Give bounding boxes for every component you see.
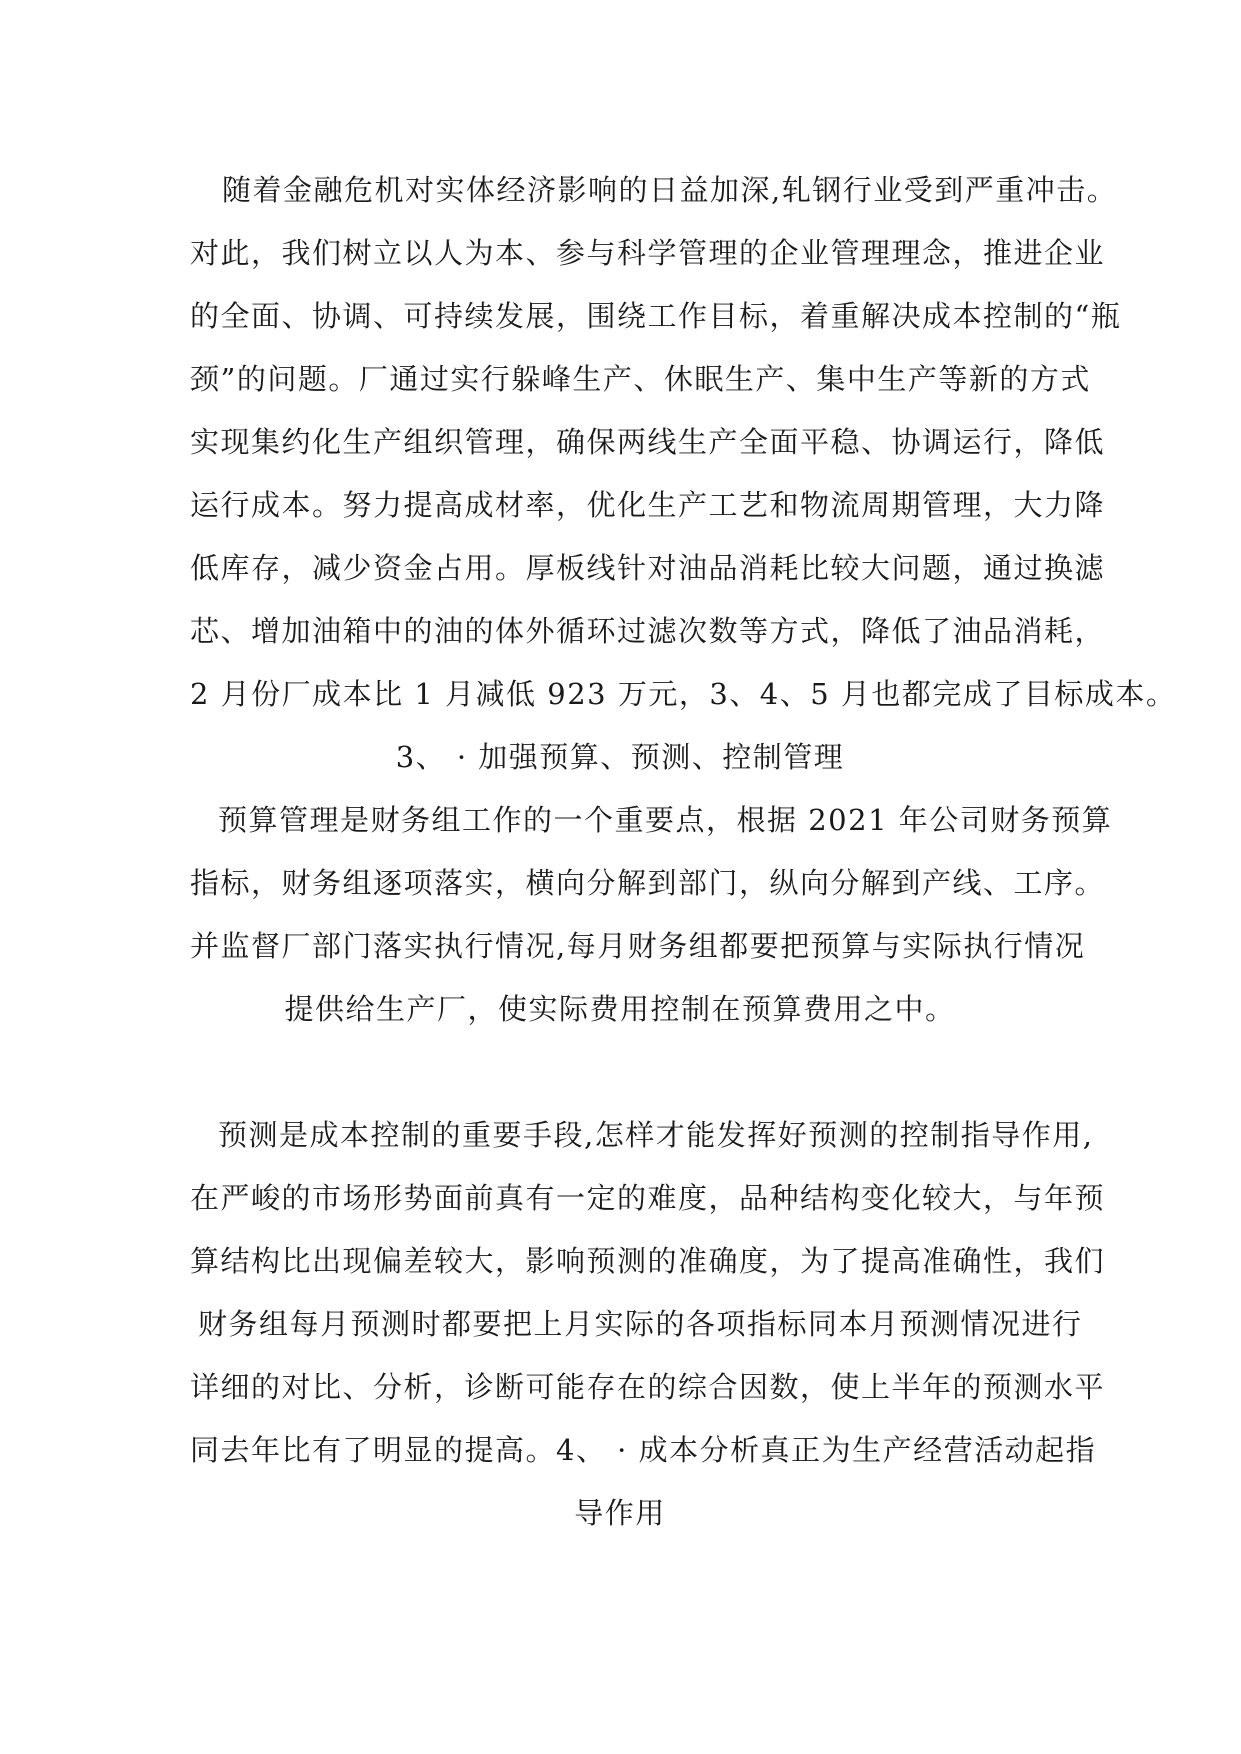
p2-line-2: 指标，财务组逐项落实，横向分解到部门，纵向分解到产线、工序。 — [190, 866, 1106, 900]
p2-line-1: 预算管理是财务组工作的一个重要点，根据 2021 年公司财务预算 — [218, 803, 1113, 837]
p1-line-1: 随着金融危机对实体经济影响的日益加深,轧钢行业受到严重冲击。 — [222, 173, 1118, 207]
section-heading-3: 3、 · 加强预算、预测、控制管理 — [395, 740, 845, 774]
p3-line-6: 同去年比有了明显的提高。4、 · 成本分析真正为生产经营活动起指 — [190, 1433, 1097, 1467]
p1-line-3: 的全面、协调、可持续发展，围绕工作目标，着重解决成本控制的“瓶 — [190, 299, 1122, 333]
p1-line-2: 对此，我们树立以人为本、参与科学管理的企业管理理念，推进企业 — [190, 236, 1106, 270]
p2-line-3: 并监督厂部门落实执行情况,每月财务组都要把预算与实际执行情况 — [190, 929, 1086, 963]
p3-line-1: 预测是成本控制的重要手段,怎样才能发挥好预测的控制指导作用, — [218, 1118, 1094, 1152]
p1-line-5: 实现集约化生产组织管理，确保两线生产全面平稳、协调运行，降低 — [190, 425, 1106, 459]
p3-line-5: 详细的对比、分析，诊断可能存在的综合因数，使上半年的预测水平 — [190, 1370, 1106, 1404]
p3-line-2: 在严峻的市场形势面前真有一定的难度，品种结构变化较大，与年预 — [190, 1181, 1106, 1215]
p2-line-4: 提供给生产厂，使实际费用控制在预算费用之中。 — [284, 992, 956, 1026]
p1-line-4: 颈”的问题。厂通过实行躲峰生产、休眠生产、集中生产等新的方式 — [190, 362, 1091, 396]
p1-line-7: 低库存，减少资金占用。厚板线针对油品消耗比较大问题，通过换滤 — [190, 551, 1106, 585]
p3-line-7: 导作用 — [574, 1496, 666, 1530]
p1-line-6: 运行成本。努力提高成材率，优化生产工艺和物流周期管理，大力降 — [190, 488, 1106, 522]
p3-line-3: 算结构比出现偏差较大，影响预测的准确度，为了提高准确性，我们 — [190, 1244, 1106, 1278]
p1-line-9: 2 月份厂成本比 1 月减低 923 万元，3、4、5 月也都完成了目标成本。 — [190, 677, 1177, 711]
p1-line-8: 芯、增加油箱中的油的体外循环过滤次数等方式，降低了油品消耗， — [190, 614, 1106, 648]
p3-line-4: 财务组每月预测时都要把上月实际的各项指标同本月预测情况进行 — [198, 1307, 1083, 1341]
